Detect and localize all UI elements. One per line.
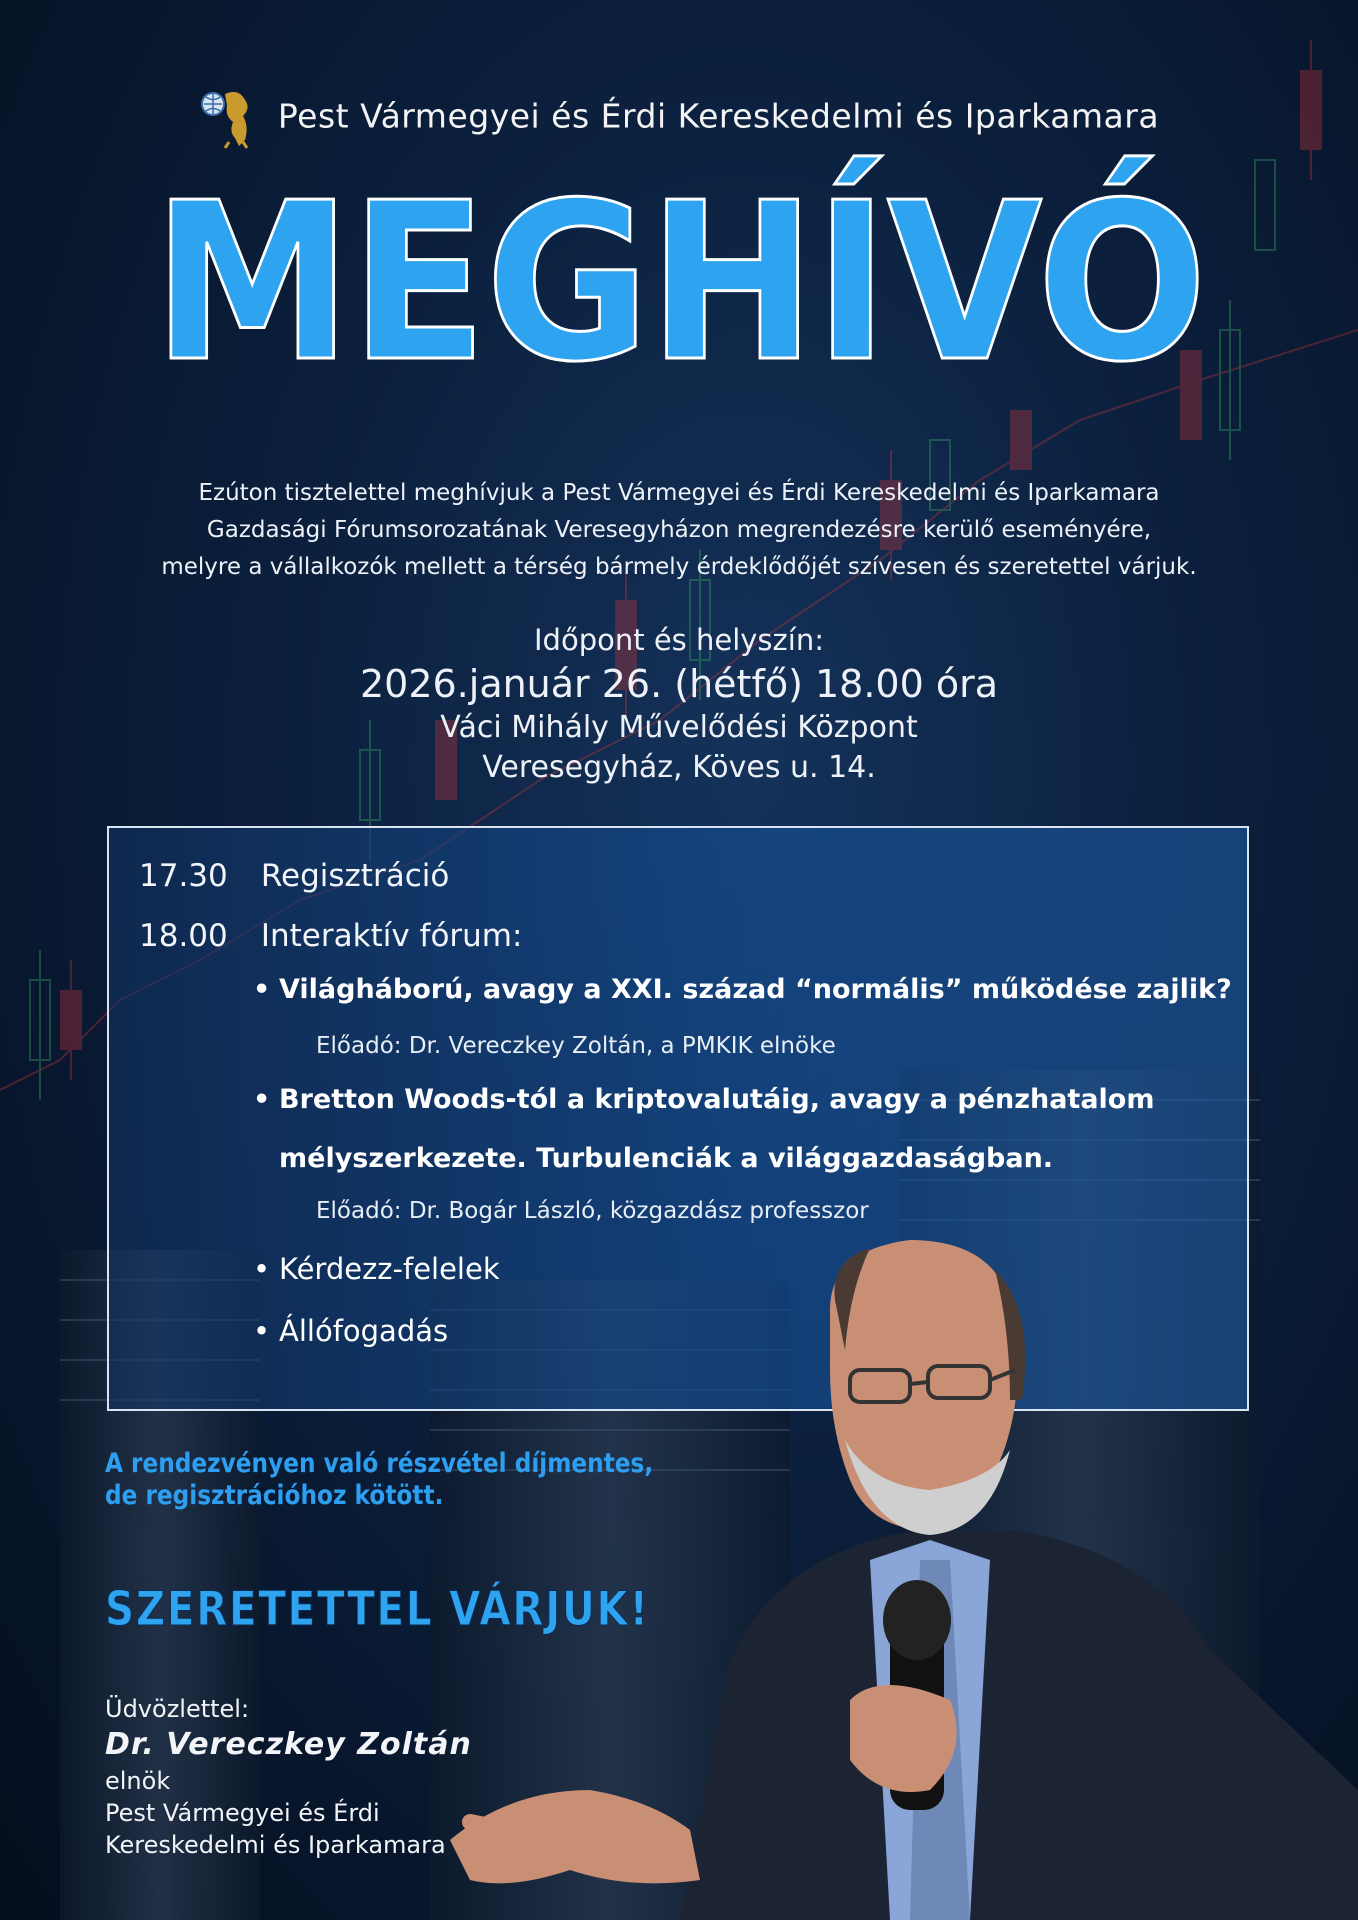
talk-title: • Bretton Woods-tól a kriptovalutáig, avagy a pénzhatalom [253,1084,1155,1115]
signature-org: Kereskedelmi és Iparkamara [105,1831,446,1859]
signature-role: elnök [105,1767,171,1795]
event-venue: Váci Mihály Művelődési Központ [440,710,918,745]
talk-title-line2: mélyszerkezete. Turbulenciák a világgazdaságban. [279,1143,1054,1174]
program-row [139,858,449,894]
signature-org: Pest Vármegyei és Érdi [105,1799,380,1827]
griffin-globe-logo-icon [199,86,257,150]
bullet-icon: • [253,1314,271,1348]
welcome-heading: SZERETETTEL VÁRJUK! [105,1582,650,1637]
intro-line: melyre a vállalkozók mellett a térség bármely érdeklődőjét szívesen és szeretettel várjuk. [161,554,1197,580]
bullet-icon: • [253,1252,271,1286]
program-label: Regisztráció [260,858,450,894]
program-extra: • Kérdezz-felelek [253,1252,500,1286]
program-row [139,918,522,954]
intro-line: Gazdasági Fórumsorozatának Veresegyházon megrendezésre kerülő eseményére, [206,517,1152,543]
program-time: 18.00 [139,918,228,954]
intro-paragraph [80,475,1278,586]
free-entry-notice: A rendezvényen való részvétel díjmentes, de regisztrációhoz kötött. [105,1448,654,1511]
program-time: 17.30 [139,858,228,894]
bullet-icon: • [253,1084,271,1115]
bullet-icon: • [253,974,271,1005]
program-label: Interaktív fórum: [260,918,523,954]
event-details [0,620,1358,788]
talk-speaker: Előadó: Dr. Vereczkey Zoltán, a PMKIK elnöke [316,1033,836,1059]
program-extra: • Állófogadás [253,1314,449,1348]
intro-line: Ezúton tisztelettel meghívjuk a Pest Vármegyei és Érdi Kereskedelmi és Iparkamara [198,480,1160,506]
signature-block [105,1693,472,1861]
event-datetime: 2026.január 26. (hétfő) 18.00 óra [359,662,999,706]
organization-name: Pest Vármegyei és Érdi Kereskedelmi és Iparkamara [277,96,1160,136]
invitation-title: MEGHÍVÓ [152,157,1206,410]
organization-header [0,86,1358,150]
talk-speaker: Előadó: Dr. Bogár László, közgazdász professzor [316,1198,869,1224]
signature-greeting: Üdvözlettel: [105,1695,250,1723]
event-label: Időpont és helyszín: [534,623,824,657]
speaker-portrait-icon [450,1230,1358,1920]
event-address: Veresegyház, Köves u. 14. [482,750,876,785]
signature-name: Dr. Vereczkey Zoltán [105,1727,472,1762]
talk-title: • Világháború, avagy a XXI. század “normális” működése zajlik? [253,974,1232,1005]
